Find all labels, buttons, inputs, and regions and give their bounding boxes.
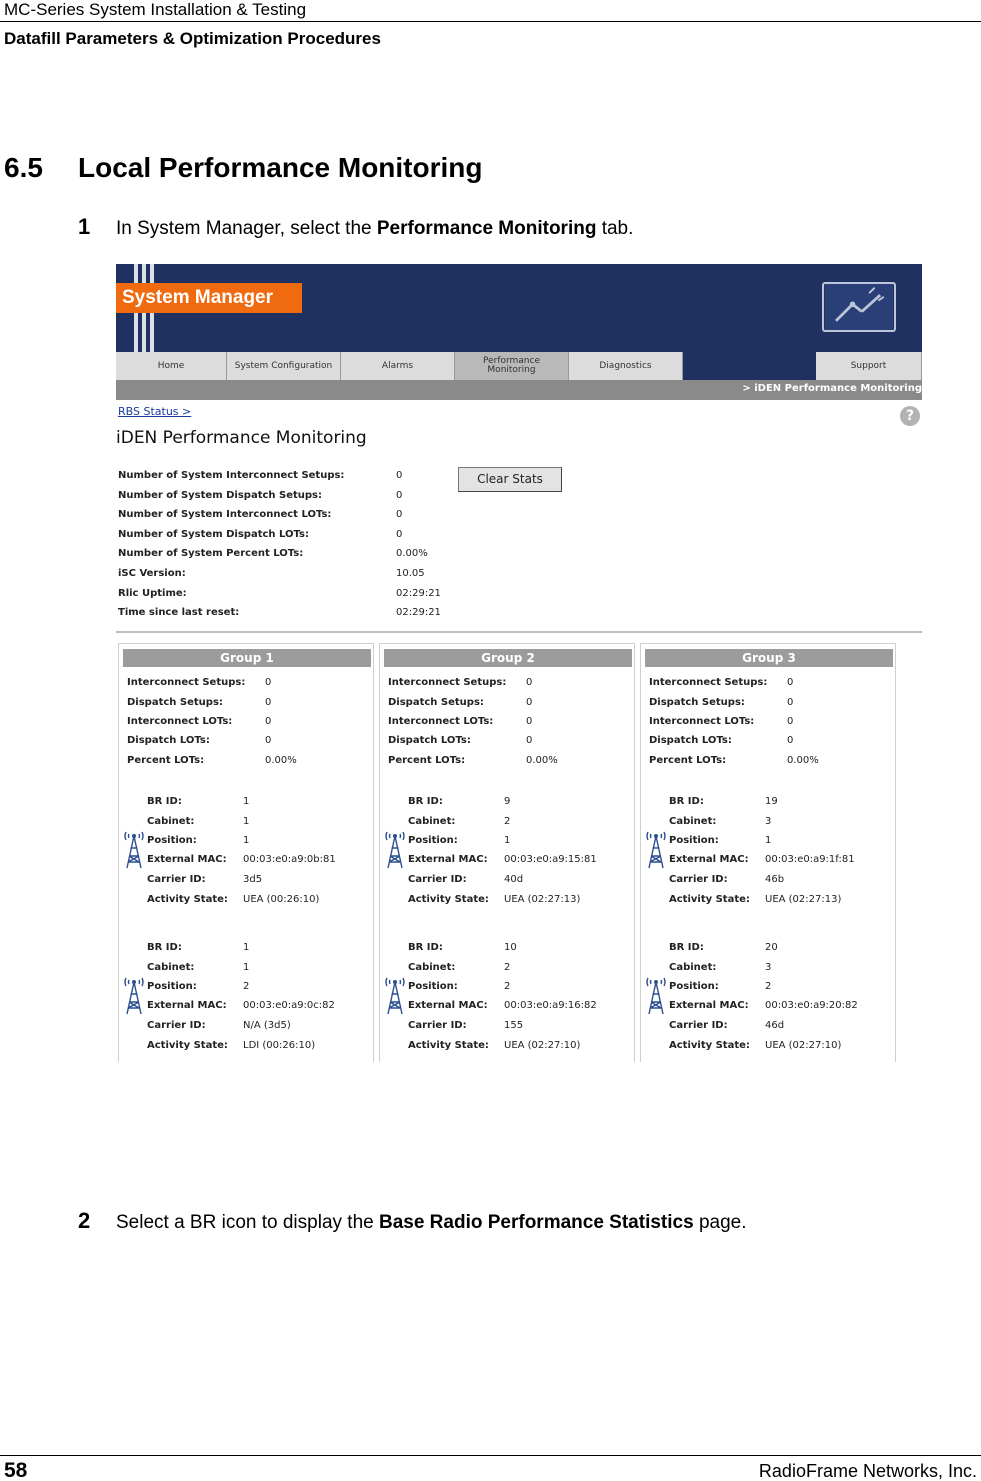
page-title: iDEN Performance Monitoring xyxy=(116,428,367,448)
br-value: 00:03:e0:a9:0b:81 xyxy=(243,854,336,865)
br-tower-icon[interactable] xyxy=(123,972,145,1016)
stat-value: 02:29:21 xyxy=(396,588,441,599)
document-header: MC-Series System Installation & Testing xyxy=(4,0,307,19)
br-value: 1 xyxy=(243,816,250,827)
br-value: 40d xyxy=(504,874,524,885)
stat-label: Percent LOTs: xyxy=(388,755,466,766)
app-banner xyxy=(116,264,922,354)
stat-value: 0.00% xyxy=(396,548,428,559)
stat-label: Dispatch Setups: xyxy=(127,697,223,708)
br-value: 1 xyxy=(243,962,250,973)
system-stat-row xyxy=(118,548,428,566)
br-label: Carrier ID: xyxy=(669,874,728,885)
stat-value: 0 xyxy=(526,716,533,727)
br-label: BR ID: xyxy=(669,942,704,953)
br-value: 00:03:e0:a9:1f:81 xyxy=(765,854,855,865)
step-1-tail: tab. xyxy=(596,218,634,239)
br-value: 2 xyxy=(504,981,511,992)
company-name: RadioFrame Networks, Inc. xyxy=(758,1461,977,1481)
br-value: 00:03:e0:a9:20:82 xyxy=(765,1000,858,1011)
step-1-number: 1 xyxy=(78,214,91,239)
br-label: Position: xyxy=(147,835,197,846)
br-value: 9 xyxy=(504,796,511,807)
br-value: 1 xyxy=(765,835,772,846)
br-tower-icon[interactable] xyxy=(384,972,406,1016)
section-title xyxy=(4,152,483,184)
stat-value: 0 xyxy=(265,697,272,708)
stat-label: iSC Version: xyxy=(118,568,186,579)
group-panel xyxy=(640,643,896,1062)
step-2-number: 2 xyxy=(78,1208,91,1233)
step-1-bold: Performance Monitoring xyxy=(376,218,597,239)
stat-label: Number of System Percent LOTs: xyxy=(118,548,304,559)
step-2-bold: Base Radio Performance Statistics xyxy=(378,1212,694,1233)
br-value: 155 xyxy=(504,1020,524,1031)
br-label: Cabinet: xyxy=(147,816,195,827)
br-value: 2 xyxy=(765,981,772,992)
stat-label: Dispatch LOTs: xyxy=(649,735,732,746)
base-radio-entry xyxy=(645,796,895,916)
step-2 xyxy=(78,1208,747,1234)
br-label: Position: xyxy=(147,981,197,992)
tab-diagnostics[interactable]: Diagnostics xyxy=(569,352,683,380)
system-stat-row xyxy=(118,470,418,488)
stat-label: Interconnect LOTs: xyxy=(649,716,755,727)
stat-label: Interconnect LOTs: xyxy=(388,716,494,727)
stat-label: Interconnect Setups: xyxy=(127,677,246,688)
stat-label: Interconnect Setups: xyxy=(649,677,768,688)
br-label: BR ID: xyxy=(147,796,182,807)
br-label: External MAC: xyxy=(408,1000,488,1011)
group-header: Group 1 xyxy=(123,649,371,667)
sub-navigation-bar xyxy=(116,380,922,400)
footer-rule xyxy=(0,1455,981,1456)
help-icon[interactable]: ? xyxy=(900,406,920,426)
group-header: Group 3 xyxy=(645,649,893,667)
group-panel xyxy=(379,643,635,1062)
br-value: 10 xyxy=(504,942,517,953)
br-label: External MAC: xyxy=(147,1000,227,1011)
stat-value: 0 xyxy=(787,677,794,688)
stat-value: 0 xyxy=(265,677,272,688)
br-label: External MAC: xyxy=(408,854,488,865)
stat-label: Number of System Interconnect LOTs: xyxy=(118,509,332,520)
br-label: BR ID: xyxy=(147,942,182,953)
clear-stats-button[interactable]: Clear Stats xyxy=(458,467,562,492)
stat-value: 0.00% xyxy=(787,755,819,766)
base-radio-entry xyxy=(645,942,895,1062)
system-stat-row xyxy=(118,588,441,606)
br-value: 00:03:e0:a9:0c:82 xyxy=(243,1000,335,1011)
stat-value: 0 xyxy=(265,735,272,746)
br-value: N/A (3d5) xyxy=(243,1020,291,1031)
base-radio-entry xyxy=(123,796,373,916)
br-label: Carrier ID: xyxy=(147,1020,206,1031)
stat-value: 0 xyxy=(787,735,794,746)
br-label: BR ID: xyxy=(669,796,704,807)
system-manager-screenshot xyxy=(116,264,922,1062)
stat-label: Dispatch Setups: xyxy=(388,697,484,708)
rbs-status-link[interactable]: RBS Status > xyxy=(118,405,192,418)
br-value: 1 xyxy=(243,835,250,846)
system-stat-row xyxy=(118,568,425,586)
stat-value: 0 xyxy=(787,697,794,708)
stat-label: Interconnect LOTs: xyxy=(127,716,233,727)
stat-label: Number of System Interconnect Setups: xyxy=(118,470,345,481)
header-rule xyxy=(0,21,981,22)
section-number: 6.5 xyxy=(4,152,43,183)
br-tower-icon[interactable] xyxy=(123,826,145,870)
stat-value: 0 xyxy=(526,697,533,708)
br-label: Activity State: xyxy=(408,1040,489,1051)
stat-label: Percent LOTs: xyxy=(649,755,727,766)
group-panel xyxy=(118,643,374,1062)
br-tower-icon[interactable] xyxy=(645,972,667,1016)
br-value: 1 xyxy=(243,942,250,953)
stat-label: Dispatch Setups: xyxy=(649,697,745,708)
system-stat-row xyxy=(118,607,441,625)
stat-value: 0 xyxy=(526,677,533,688)
app-title: System Manager xyxy=(116,283,302,313)
stat-label: Interconnect Setups: xyxy=(388,677,507,688)
br-label: BR ID: xyxy=(408,796,443,807)
br-tower-icon[interactable] xyxy=(384,826,406,870)
br-value: 1 xyxy=(504,835,511,846)
br-label: Position: xyxy=(669,835,719,846)
tab-support[interactable]: Support xyxy=(816,352,922,380)
br-value: 19 xyxy=(765,796,778,807)
system-stat-row xyxy=(118,529,418,547)
tab-home[interactable]: Home xyxy=(116,352,227,380)
stat-value: 0 xyxy=(787,716,794,727)
br-value: 1 xyxy=(243,796,250,807)
stat-value: 0 xyxy=(396,470,403,481)
stat-label: Rlic Uptime: xyxy=(118,588,187,599)
br-value: 00:03:e0:a9:16:82 xyxy=(504,1000,597,1011)
br-value: 00:03:e0:a9:15:81 xyxy=(504,854,597,865)
step-1 xyxy=(78,214,633,240)
stat-value: 0.00% xyxy=(526,755,558,766)
br-value: 3d5 xyxy=(243,874,263,885)
br-label: External MAC: xyxy=(147,854,227,865)
document-subheader: Datafill Parameters & Optimization Procedures xyxy=(4,29,381,48)
stat-label: Number of System Dispatch Setups: xyxy=(118,490,322,501)
tab-alarms[interactable]: Alarms xyxy=(341,352,455,380)
stat-value: 0 xyxy=(526,735,533,746)
br-value: 20 xyxy=(765,942,778,953)
base-radio-entry xyxy=(123,942,373,1062)
system-stat-row xyxy=(118,490,418,508)
br-label: Activity State: xyxy=(147,1040,228,1051)
br-label: Carrier ID: xyxy=(147,874,206,885)
br-value: 3 xyxy=(765,962,772,973)
br-value: 2 xyxy=(243,981,250,992)
base-radio-entry xyxy=(384,942,634,1062)
br-label: Position: xyxy=(408,835,458,846)
group-header: Group 2 xyxy=(384,649,632,667)
br-label: Activity State: xyxy=(147,894,228,905)
br-value: UEA (02:27:10) xyxy=(765,1040,842,1051)
br-label: Cabinet: xyxy=(408,816,456,827)
br-label: Position: xyxy=(408,981,458,992)
br-label: Activity State: xyxy=(669,1040,750,1051)
stat-value: 0.00% xyxy=(265,755,297,766)
br-label: Cabinet: xyxy=(408,962,456,973)
br-value: 46d xyxy=(765,1020,785,1031)
stat-value: 10.05 xyxy=(396,568,425,579)
br-label: Carrier ID: xyxy=(669,1020,728,1031)
radioframe-logo-icon xyxy=(822,282,896,332)
stat-value: 02:29:21 xyxy=(396,607,441,618)
section-title-text: Local Performance Monitoring xyxy=(78,152,483,183)
br-value: UEA (02:27:13) xyxy=(504,894,581,905)
stat-value: 0 xyxy=(396,490,403,501)
stat-label: Dispatch LOTs: xyxy=(127,735,210,746)
br-label: Carrier ID: xyxy=(408,874,467,885)
stat-value: 0 xyxy=(265,716,272,727)
main-tab-bar xyxy=(116,352,922,380)
stat-label: Percent LOTs: xyxy=(127,755,205,766)
stat-value: 0 xyxy=(396,509,403,520)
stat-label: Number of System Dispatch LOTs: xyxy=(118,529,309,540)
br-tower-icon[interactable] xyxy=(645,826,667,870)
system-stat-row xyxy=(118,509,418,527)
base-radio-entry xyxy=(384,796,634,916)
br-value: 46b xyxy=(765,874,785,885)
tab-system-configuration[interactable]: System Configuration xyxy=(227,352,341,380)
stat-label: Dispatch LOTs: xyxy=(388,735,471,746)
br-label: Carrier ID: xyxy=(408,1020,467,1031)
br-value: UEA (02:27:10) xyxy=(504,1040,581,1051)
br-label: Cabinet: xyxy=(669,962,717,973)
br-value: 3 xyxy=(765,816,772,827)
br-label: External MAC: xyxy=(669,854,749,865)
step-2-tail: page. xyxy=(693,1212,747,1233)
page-number: 58 xyxy=(4,1459,28,1481)
br-label: External MAC: xyxy=(669,1000,749,1011)
breadcrumb: > iDEN Performance Monitoring xyxy=(742,383,922,394)
divider xyxy=(116,631,922,633)
br-label: Cabinet: xyxy=(669,816,717,827)
tab-performance-monitoring[interactable]: Performance Monitoring xyxy=(455,352,569,380)
br-label: Position: xyxy=(669,981,719,992)
stat-value: 0 xyxy=(396,529,403,540)
br-label: Cabinet: xyxy=(147,962,195,973)
stat-label: Time since last reset: xyxy=(118,607,240,618)
br-value: 2 xyxy=(504,816,511,827)
br-value: UEA (02:27:13) xyxy=(765,894,842,905)
br-label: Activity State: xyxy=(408,894,489,905)
step-2-text: Select a BR icon to display the xyxy=(116,1212,379,1233)
br-value: UEA (00:26:10) xyxy=(243,894,320,905)
br-value: 2 xyxy=(504,962,511,973)
br-value: LDI (00:26:10) xyxy=(243,1040,316,1051)
br-label: BR ID: xyxy=(408,942,443,953)
br-label: Activity State: xyxy=(669,894,750,905)
step-1-text: In System Manager, select the xyxy=(116,218,377,239)
